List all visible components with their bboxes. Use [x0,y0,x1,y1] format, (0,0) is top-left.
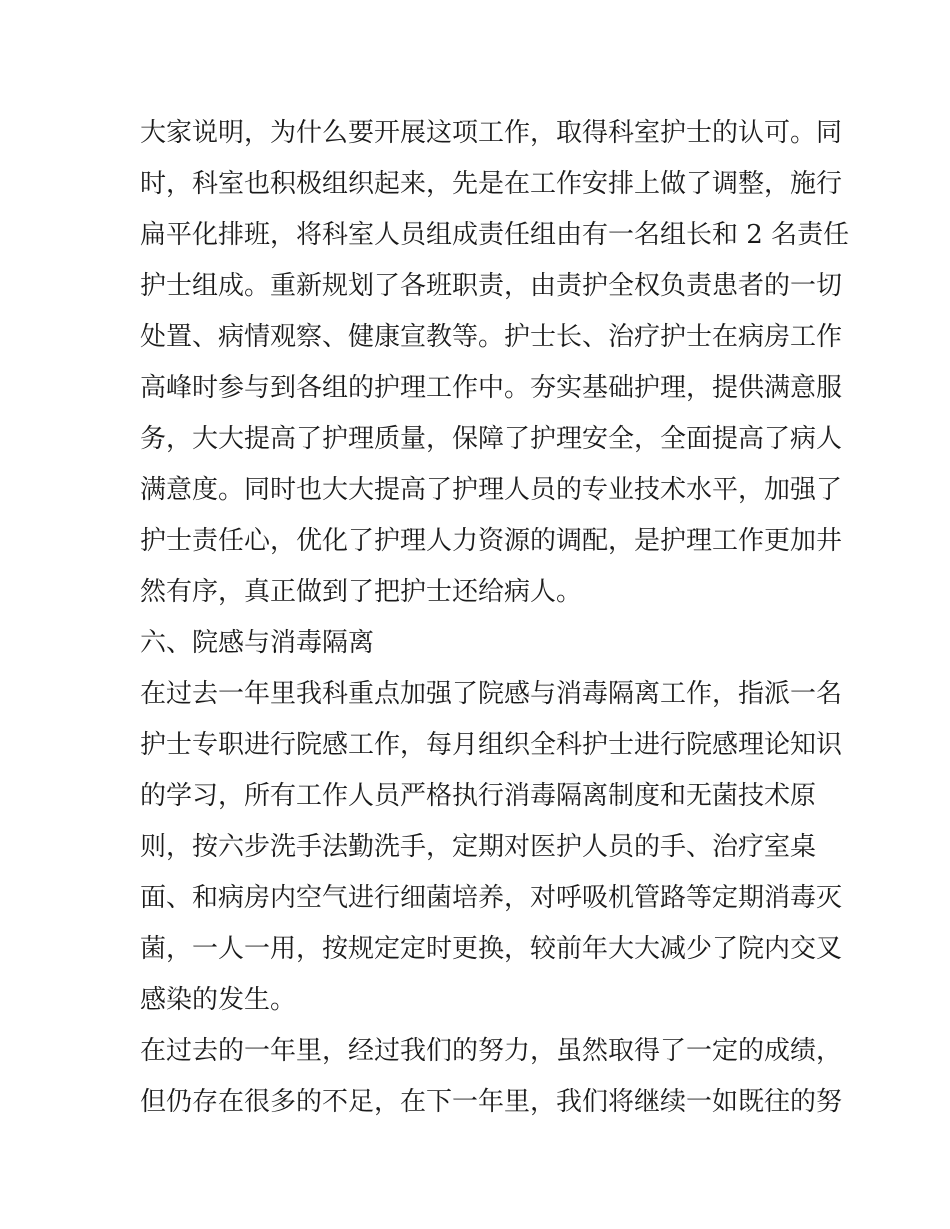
text-line: 感染的发生。 [140,985,297,1015]
text-line: 菌，一人一用，按规定定时更换，较前年大大减少了院内交叉 [140,934,843,964]
text-line: 则，按六步洗手法勤洗手，定期对医护人员的手、治疗室桌 [140,832,817,862]
text-line: 护士组成。重新规划了各班职责，由责护全权负责患者的一切 [140,271,843,301]
text-line: 护士专职进行院感工作，每月组织全科护士进行院感理论知识 [140,730,843,760]
text-line: 处置、病情观察、健康宣教等。护士长、治疗护士在病房工作 [140,322,843,352]
body-text [140,108,850,1128]
text-line: 高峰时参与到各组的护理工作中。夯实基础护理，提供满意服 [140,373,843,403]
text-line: 面、和病房内空气进行细菌培养，对呼吸机管路等定期消毒灭 [140,883,843,913]
section-heading: 六、院感与消毒隔离 [140,628,375,658]
text-line: 大家说明，为什么要开展这项工作，取得科室护士的认可。同 [140,118,843,148]
text-line: 在过去的一年里，经过我们的努力，虽然取得了一定的成绩， [140,1036,843,1066]
text-line: 在过去一年里我科重点加强了院感与消毒隔离工作，指派一名 [140,679,843,709]
text-line: 但仍存在很多的不足，在下一年里，我们将继续一如既往的努 [140,1087,843,1117]
text-line: 满意度。同时也大大提高了护理人员的专业技术水平，加强了 [140,475,843,505]
text-line: 时，科室也积极组织起来，先是在工作安排上做了调整，施行 [140,169,843,199]
text-line: 务，大大提高了护理质量，保障了护理安全，全面提高了病人 [140,424,843,454]
text-line: 的学习，所有工作人员严格执行消毒隔离制度和无菌技术原 [140,781,817,811]
text-line: 扁平化排班，将科室人员组成责任组由有一名组长和 2 名责任 [140,220,850,250]
text-line: 然有序，真正做到了把护士还给病人。 [140,577,583,607]
text-line: 护士责任心，优化了护理人力资源的调配，是护理工作更加井 [140,526,843,556]
